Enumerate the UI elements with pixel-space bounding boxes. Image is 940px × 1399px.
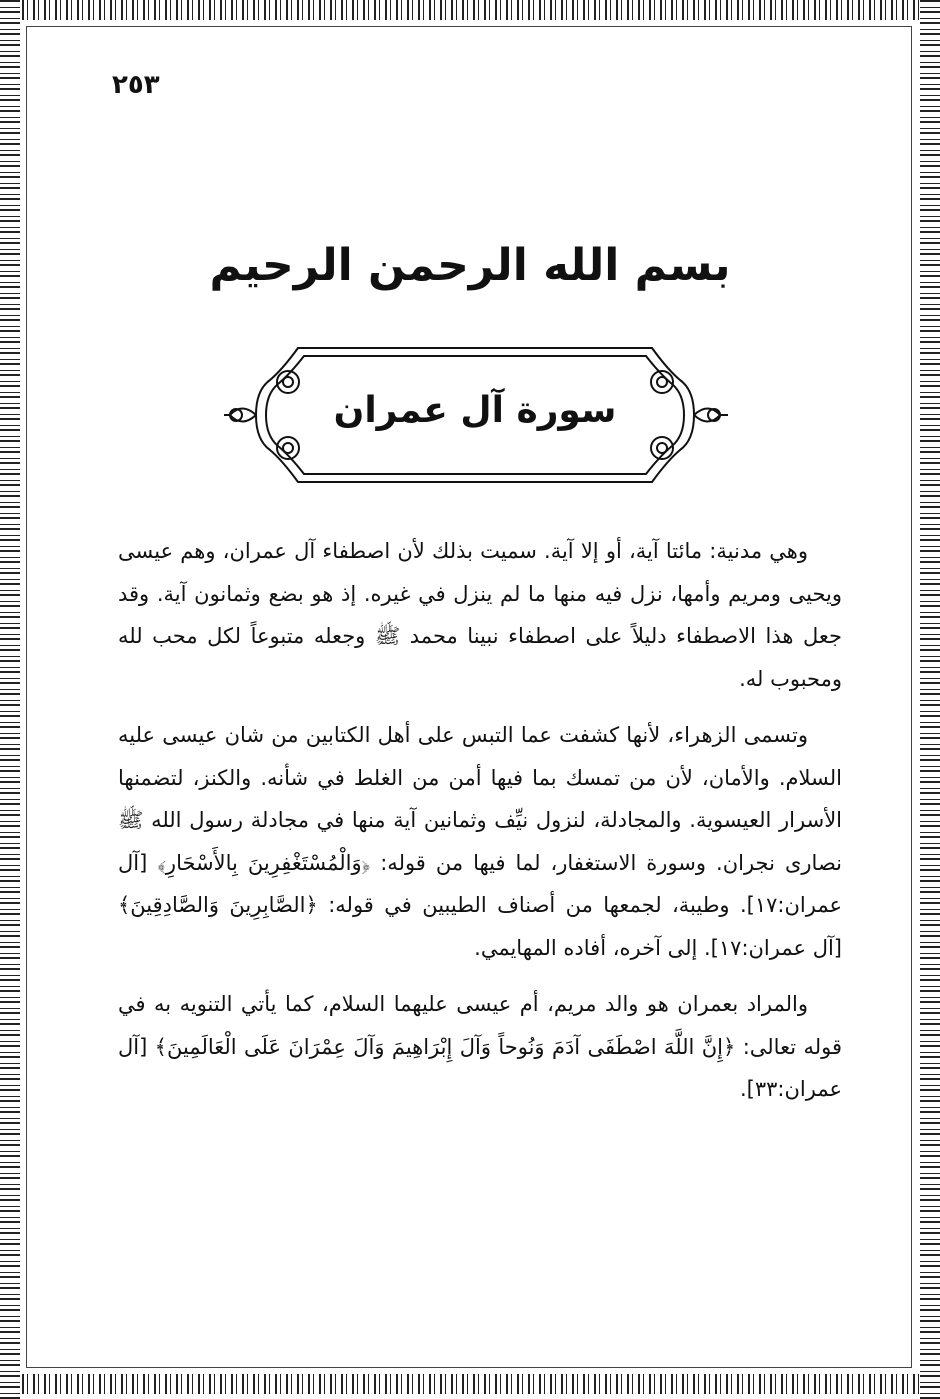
decorative-border-bottom <box>0 1374 940 1394</box>
paragraph-2: وتسمى الزهراء، لأنها كشفت عما التبس على أهل الكتابين من شان عيسى عليه السلام. والأمان، لأن من تمسك بما فيها أمن من الغلط في شأنه. والكنز، لتضمنها الأسرار العيسوية. والمجادلة، لنزول نيِّف وثمانين آية منها في مجادلة رسول الله ﷺ نصارى نجران. وسورة الاستغفار، لما فيها من قوله: ﴿وَالْمُسْتَغْفِرِينَ بِالأَسْحَارِ﴾ [آل عمران:١٧]. وطيبة، لجمعها من أصناف الطيبين في قوله: ﴿الصَّابِرِينَ وَالصَّادِقِينَ﴾ [آل عمران:١٧]. إلى آخره، أفاده المهايمي. <box>118 723 842 960</box>
basmala-heading: بسم الله الرحمن الرحيم <box>209 240 731 291</box>
page-number: ٢٥٣ <box>112 70 160 100</box>
body-text <box>118 530 842 1125</box>
surah-title-cartouche <box>220 340 730 490</box>
paragraph-1: وهي مدنية: مائتا آية، أو إلا آية. سميت بذلك لأن اصطفاء آل عمران، وهم عيسى ويحيى ومريم وأمها، نزل فيه منها ما لم ينزل في غيره. إذ هو بضع وثمانون آية. وقد جعل هذا الاصطفاء دليلاً على اصطفاء نبينا محمد ﷺ وجعله متبوعاً لكل محب لله ومحبوب له. <box>118 539 842 691</box>
decorative-border-top <box>0 0 940 20</box>
surah-title: سورة آل عمران <box>333 390 617 431</box>
decorative-border-left <box>0 0 20 1399</box>
decorative-border-right <box>920 0 940 1399</box>
paragraph-3: والمراد بعمران هو والد مريم، أم عيسى عليهما السلام، كما يأتي التنويه به في قوله تعالى: ﴿إِنَّ اللَّهَ اصْطَفَى آدَمَ وَنُوحاً وَآلَ إِبْرَاهِيمَ وَآلَ عِمْرَانَ عَلَى الْعَالَمِينَ﴾ [آل عمران:٣٣]. <box>118 992 842 1101</box>
